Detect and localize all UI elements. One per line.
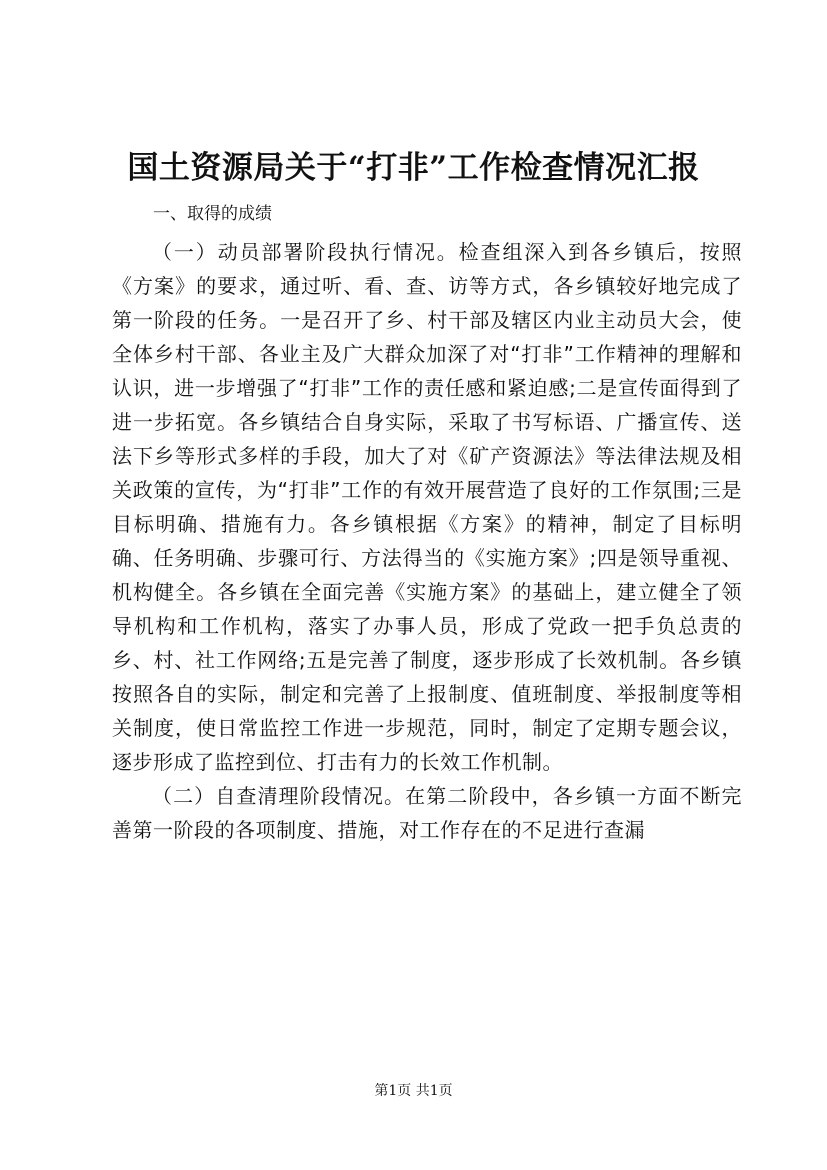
page-footer: 第1页 共1页 — [374, 1083, 453, 1099]
body-paragraph: （二）自查清理阶段情况。在第二阶段中，各乡镇一方面不断完善第一阶段的各项制度、措施，对工作存在的不足进行查漏 — [112, 784, 742, 842]
body-paragraph: （一）动员部署阶段执行情况。检查组深入到各乡镇后，按照《方案》的要求，通过听、看、查、访等方式，各乡镇较好地完成了第一阶段的任务。一是召开了乡、村干部及辖区内业主动员大会，使全体乡村干部、各业主及广大群众加深了对“打非”工作精神的理解和认识，进一步增强了“打非”工作的责任感和紧迫感;二是宣传面得到了进一步拓宽。各乡镇结合自身实际，采取了书写标语、广播宣传、送法下乡等形式多样的手段，加大了对《矿产资源法》等法律法规及相关政策的宣传，为“打非”工作的有效开展营造了良好的工作氛围;三是目标明确、措施有力。各乡镇根据《方案》的精神，制定了目标明确、任务明确、步骤可行、方法得当的《实施方案》;四是领导重视、机构健全。各乡镇在全面完善《实施方案》的基础上，建立健全了领导机构和工作机构，落实了办事人员，形成了党政一把手负总责的乡、村、社工作网络;五是完善了制度，逐步形成了长效机制。各乡镇按照各自的实际，制定和完善了上报制度、值班制度、举报制度等相关制度，使日常监控工作进一步规范，同时，制定了定期专题会议，逐步形成了监控到位、打击有力的长效工作机制。 — [112, 240, 742, 774]
document-title: 国土资源局关于“打非”工作检查情况汇报 — [127, 150, 700, 186]
document-body — [112, 200, 742, 847]
section-heading: 一、取得的成绩 — [153, 204, 272, 224]
